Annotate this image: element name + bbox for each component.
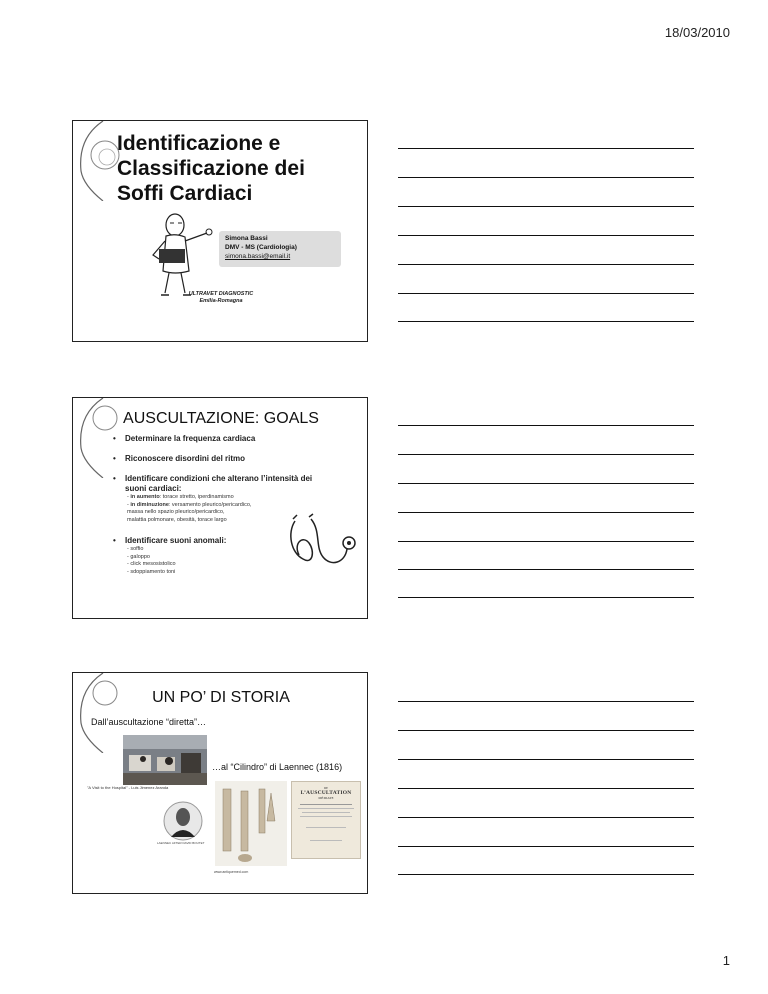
note-line [398,293,694,294]
slide-1-title [72,120,368,342]
slide-title: AUSCULTAZIONE: GOALS [123,410,319,427]
note-line [398,177,694,178]
note-line [398,541,694,542]
author-credentials: DMV - MS (Cardiologia) [225,244,297,251]
sub-item: - sdoppiamento toni [127,568,176,575]
painting-caption: "A Visit to the Hospital" - Luis Jimenez Aranda [87,785,169,790]
note-line [398,730,694,731]
note-line [398,454,694,455]
slide-title: UN PO’ DI STORIA [152,689,290,706]
sub-item: - soffio [127,546,144,552]
sub-item: - in diminuzione: versamento pleurico/pericardico, [127,501,252,508]
sub-item: malattia polmonare, obesità, torace largo [127,516,227,523]
portrait-caption: LAENNEC AFTER DAVID BOUTET [157,841,205,845]
note-line [398,483,694,484]
note-line [398,512,694,513]
goal-item: • Identificare suoni anomali: [113,536,353,546]
book-text: DE [324,786,328,790]
goal-item: • Identificare condizioni che alterano l’intensità dei suoni cardiaci: [113,474,325,494]
slide-2-goals [72,397,368,619]
goal-item: • Determinare la frequenza cardiaca [113,434,353,444]
stethoscope-icon [285,513,361,573]
source-caption: www.antiquemed.com [214,870,249,874]
author-box [219,231,341,267]
direct-auscultation-text: Dall’auscultazione “diretta”… [91,717,207,727]
note-line [398,701,694,702]
note-line [398,597,694,598]
stethoscope-cylinders-image [215,781,287,866]
note-line [398,235,694,236]
author-name: Simona Bassi [225,235,268,242]
book-text: MÉDIATE [318,796,334,800]
note-line [398,321,694,322]
page-number: 1 [722,953,730,968]
sub-item: - click mesosistolico [127,561,176,567]
note-line [398,264,694,265]
goal-item: • Riconoscere disordini del ritmo [113,454,353,464]
book-text: L’AUSCULTATION [300,790,352,796]
sub-item: massa nello spazio pleurico/pericardico, [127,509,225,515]
book-title-page-image [291,781,361,859]
organization: ULTRAVET DIAGNOSTIC Emilia-Romagna [188,291,254,304]
note-line [398,206,694,207]
note-line [398,874,694,875]
laennec-portrait-image [163,801,203,841]
hospital-painting-image [123,735,207,785]
note-line [398,846,694,847]
laennec-cylinder-text: …al “Cilindro” di Laennec (1816) [212,762,343,772]
note-line [398,788,694,789]
slide-title: Identificazione e Classificazione dei Soffi Cardiaci [117,132,305,205]
slide-3-history [72,672,368,894]
sub-item: - in aumento: torace stretto, iperdinamismo [127,494,234,500]
note-line [398,425,694,426]
doctor-cartoon-illustration [145,211,215,301]
author-email-link[interactable]: simona.bassi@email.it [225,253,291,260]
note-line [398,569,694,570]
page-date: 18/03/2010 [664,25,730,40]
note-line [398,817,694,818]
note-line [398,148,694,149]
note-line [398,759,694,760]
sub-item: - galoppo [127,553,150,560]
